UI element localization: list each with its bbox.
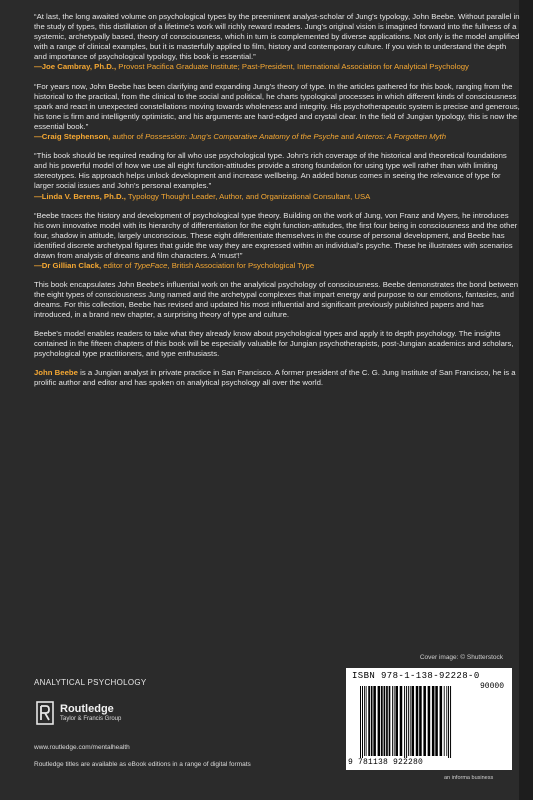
- barcode-bar: [406, 686, 407, 758]
- barcode-bar: [394, 686, 395, 756]
- spine-edge: [519, 0, 533, 800]
- barcode-bar: [448, 686, 449, 758]
- routledge-emblem-icon: [34, 700, 56, 726]
- endorser-publication-title: TypeFace: [133, 261, 168, 271]
- barcode-bar: [400, 686, 403, 756]
- barcode-bar: [389, 686, 391, 756]
- endorser-role-prefix: editor of: [103, 261, 132, 271]
- barcode-bar: [428, 686, 431, 756]
- barcode-bar: [450, 686, 451, 758]
- publisher-group: Taylor & Francis Group: [60, 716, 122, 722]
- endorsement-quote: “For years now, John Beebe has been clarifying and expanding Jung's theory of type. In the articles gathered for this book, ranging from the historical to the practical, from the clinical to the social and political, he charts typological processes in which different kinds of consciousness spark and react in unexpected constellations moving towards wholeness and integrity. His psychotherapeutic system is precise and generous, his tone is firm and intelligently optimistic, and his arguments are hard-edged and crystal clear. In the field of Jungian typology, this is now the essential book.”: [34, 81, 520, 131]
- endorsement-quote: “This book should be required reading for all who use psychological type. John's rich coverage of the historical and theoretical foundations and his powerful model of how we use all eight function-attitudes provide a strong foundation for using type well rather than with limiting stereotypes. His approach helps unlock development and increase wellbeing. An added bonus comes in seeing the relevance of type for larger social issues and John's personal examples.”: [34, 151, 507, 191]
- barcode-bar: [373, 686, 376, 756]
- barcode-bar: [440, 686, 443, 756]
- endorser-role-mid: and: [341, 132, 354, 142]
- endorsement-clack: [34, 211, 520, 272]
- description-paragraph: This book encapsulates John Beebe's influential work on the analytical psychology of consciousness. Beebe demonstrates the bond between the eight types of consciousness Jung named and the archetypal complexes that impart energy and purpose to our emotions, fantasies, and dreams. For this collection, Beebe has revised and updated his most influential and significant previously published papers and has introduced, in a brand new chapter, a surprising theory of type and culture.: [34, 280, 519, 320]
- author-bio-text: is a Jungian analyst in private practice in San Francisco. A former president of the C. G. Jung Institute of San Francisco, he is a prolific author and editor and has spoken on analytical psychology all over the world.: [34, 367, 516, 387]
- barcode-bar: [446, 686, 447, 756]
- barcode-bar: [368, 686, 370, 756]
- endorsement-attribution: [34, 192, 520, 202]
- barcode-bar: [404, 686, 405, 758]
- barcode-bar: [362, 686, 363, 758]
- endorser-role-suffix: , British Association for Psychological Type: [167, 261, 315, 271]
- endorsement-attribution: [34, 261, 520, 271]
- barcode-bar: [378, 686, 381, 756]
- endorser-book-title: Possession: Jung's Comparative Anatomy of the Psyche: [145, 132, 339, 142]
- publisher-url: www.routledge.com/mentalhealth: [34, 744, 130, 751]
- endorser-role-prefix: author of: [112, 132, 143, 142]
- endorser-role: Provost Pacifica Graduate Institute; Past-President, International Association for Analytical Psychology: [118, 62, 469, 72]
- barcode-bar: [360, 686, 361, 758]
- endorsement-quote: “At last, the long awaited volume on psychological types by the preeminent analyst-scholar of Jung's typology, John Beebe. Without parallel in the study of types, this distillation of a lifetime's work will richly reward readers. Jung's original vision is imagined forward into the fullness of a systemic, archetypally based, theory of consciousness, which in turn is complemented by diverse applications. Not only is the model amplified with a range of clinical examples, but it is masterfully applied to film, history and contemporary culture. If you wish to understand the depth and importance of psychological typology, this book is essential.”: [34, 12, 520, 62]
- endorsement-stephenson: [34, 82, 520, 143]
- endorser-name: —Joe Cambray, Ph.D.,: [34, 62, 117, 72]
- barcode-bar: [366, 686, 367, 756]
- informa-tagline: an informa business: [444, 775, 494, 781]
- endorser-name: —Craig Stephenson,: [34, 132, 111, 142]
- barcode-bar: [364, 686, 365, 756]
- barcode-bar: [386, 686, 388, 756]
- barcode-bar: [412, 686, 415, 756]
- endorser-role: Typology Thought Leader, Author, and Organizational Consultant, USA: [127, 191, 371, 201]
- series-label: ANALYTICAL PSYCHOLOGY: [34, 678, 147, 687]
- barcode-bar: [408, 686, 409, 756]
- description-paragraph: Beebe's model enables readers to take what they already know about psychological types and apply it to depth psychology. The insights contained in the fifteen chapters of this book will be especially valuable for Jungian psychotherapists, post-Jungian academics and scholars, psychological type practitioners, and type enthusiasts.: [34, 329, 514, 359]
- price-code: 90000: [479, 682, 504, 691]
- barcode-bar: [423, 686, 426, 756]
- endorser-name: —Dr Gillian Clack,: [34, 261, 102, 271]
- cover-image-credit: Cover image: © Shutterstock: [419, 654, 503, 661]
- barcode-bar: [384, 686, 386, 756]
- ebook-note: Routledge titles are available as eBook editions in a range of digital formats: [34, 761, 251, 768]
- endorser-book-title: Anteros: A Forgotten Myth: [356, 132, 447, 142]
- endorsement-berens: [34, 151, 520, 201]
- author-bio: [34, 368, 520, 388]
- barcode-bar: [410, 686, 411, 756]
- isbn-barcode: [346, 668, 512, 770]
- barcode-bar: [371, 686, 373, 756]
- barcode-bar: [416, 686, 419, 756]
- barcode-bar: [435, 686, 438, 756]
- barcode-bar: [432, 686, 435, 756]
- publisher-logo: [34, 700, 121, 726]
- barcode-bar: [392, 686, 393, 756]
- cover-text: [34, 12, 520, 397]
- publisher-wordmark: [60, 703, 121, 723]
- publisher-name: Routledge: [60, 703, 114, 715]
- endorser-name: —Linda V. Berens, Ph.D.,: [34, 191, 126, 201]
- ean-digits: 9 781138 922280: [348, 758, 424, 767]
- barcode-bar: [381, 686, 383, 756]
- endorsement-cambray: [34, 12, 520, 73]
- barcode-bar: [419, 686, 422, 756]
- barcode-bars-icon: [354, 682, 504, 758]
- author-name: John Beebe: [34, 367, 78, 377]
- isbn-label: ISBN 978-1-138-92228-0: [352, 671, 480, 681]
- barcode-bar: [444, 686, 445, 756]
- endorsement-quote: “Beebe traces the history and development of psychological type theory. Building on the work of Jung, von Franz and Myers, he introduces his own innovative model with its hierarchy of differentiation for the eight function-attitudes, the first four being in consciousness and the other four, shadow in attitude, largely unconscious. These eight differentiate themselves in the course of personal development, and Beebe has identified discrete archetypal figures that guide the way they are expressed within an individual's psyche. These he illustrates with scenarios drawn from analysis of dreams and film characters. A 'must'!”: [34, 210, 518, 260]
- endorsement-attribution: [34, 62, 520, 72]
- barcode-bar: [395, 686, 398, 756]
- endorsement-attribution: [34, 132, 520, 142]
